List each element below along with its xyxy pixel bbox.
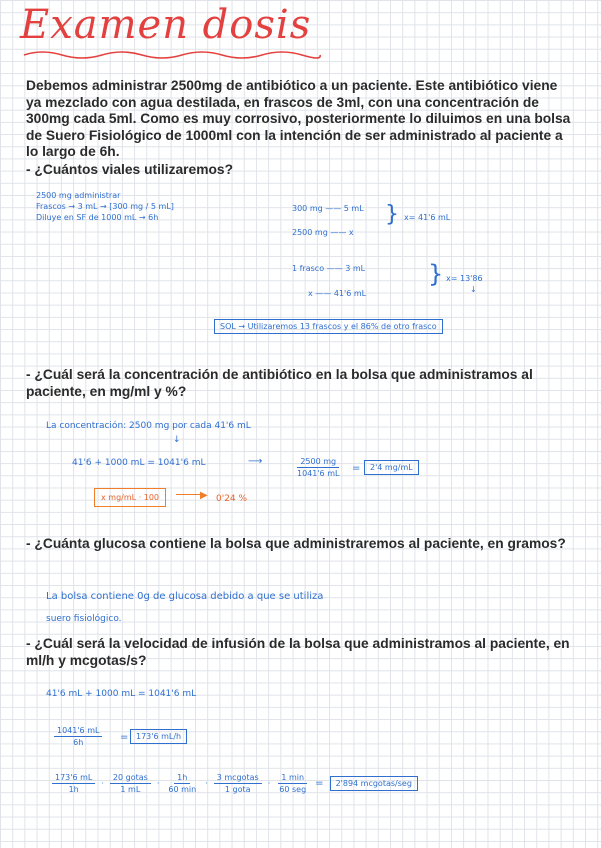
rate-fraction bbox=[54, 726, 102, 747]
drip-rate-conversion bbox=[52, 773, 418, 794]
rule1-line2: 2500 mg —— x bbox=[292, 228, 354, 237]
conversion-factor-1: $\frac{173'6 mL}{1h}$ bbox=[52, 773, 95, 794]
concentration-fraction bbox=[294, 457, 342, 478]
title-underline-wave bbox=[22, 48, 322, 62]
page-title: Examen dosis bbox=[20, 2, 312, 48]
concentration-result: 2'4 mg/mL bbox=[364, 460, 419, 475]
concentration-statement: La concentración: 2500 mg por cada 41'6 mL bbox=[46, 421, 251, 431]
brace-2: } bbox=[428, 260, 444, 288]
conversion-factor-3: $\frac{1h}{60 \min}$ bbox=[168, 773, 197, 794]
rate-denominator: 6h bbox=[73, 738, 84, 747]
given-dose: 2500 mg administrar bbox=[36, 191, 121, 200]
percent-result: 0'24 % bbox=[216, 494, 248, 504]
fraction-numerator: 2500 mg bbox=[297, 457, 339, 468]
percent-expression: x mg/mL · 100 bbox=[94, 488, 166, 507]
result-arrow: ↓ bbox=[470, 285, 477, 294]
rule2-result: x= 13'86 bbox=[446, 274, 483, 283]
rate-result-mlh: 173'6 mL/h bbox=[130, 729, 187, 744]
given-vial: Frascos → 3 mL → [300 mg / 5 mL] bbox=[36, 202, 174, 211]
conversion-factor-2: $\frac{\text{20 gotas}}{1 mL}$ bbox=[110, 773, 151, 794]
conversion-factor-5: $\frac{1 \min}{\text{60 seg}}$ bbox=[279, 773, 307, 794]
multiply-dot: · bbox=[205, 779, 208, 788]
down-arrow: ↓ bbox=[173, 435, 181, 445]
rule2-line1: 1 frasco —— 3 mL bbox=[292, 264, 366, 273]
equals-sign: = bbox=[352, 463, 361, 474]
rate-numerator: 1041'6 mL bbox=[54, 726, 102, 737]
rate-result-mcgotas: 2'894 mcgotas/seg bbox=[330, 776, 418, 791]
total-volume-sum: 41'6 mL + 1000 mL = 1041'6 mL bbox=[46, 689, 197, 699]
solution-box: SOL → Utilizaremos 13 frascos y el 86% de otro frasco bbox=[214, 319, 443, 334]
problem-statement: Debemos administrar 2500mg de antibiótico a un paciente. Este antibiótico viene ya mezclado con agua destilada, en frascos de 3ml, con una concentración de 300mg cada 5ml. Como es muy corrosivo, posteriormente lo diluimos en una bolsa de Suero Fisiológico de 1000ml con la intención de ser administrado al paciente a lo largo de 6h. bbox=[26, 78, 571, 160]
question-1: - ¿Cuántos viales utilizaremos? bbox=[26, 162, 234, 177]
question-3: - ¿Cuánta glucosa contiene la bolsa que administraremos al paciente, en gramos? bbox=[26, 536, 566, 551]
given-dilution: Diluye en SF de 1000 mL → 6h bbox=[36, 213, 159, 222]
question-4: - ¿Cuál será la velocidad de infusión de la bolsa que administramos al paciente, en ml/h y mcgotas/s? bbox=[26, 636, 570, 668]
rule1-line1: 300 mg —— 5 mL bbox=[292, 204, 364, 213]
multiply-dot: · bbox=[101, 779, 104, 788]
rule1-result: x= 41'6 mL bbox=[404, 213, 451, 222]
final-equals: = bbox=[315, 778, 324, 789]
glucose-answer-line2: suero fisiológico. bbox=[46, 614, 122, 624]
question-2: - ¿Cuál será la concentración de antibiótico en la bolsa que administramos al paciente, en mg/ml y %? bbox=[26, 367, 533, 399]
rule2-line2: x —— 41'6 mL bbox=[308, 289, 367, 298]
multiply-dot: · bbox=[156, 779, 160, 788]
right-arrow: ⟶ bbox=[248, 456, 263, 467]
rate-equals: = bbox=[120, 732, 129, 743]
fraction-denominator: 1041'6 mL bbox=[297, 469, 340, 478]
glucose-answer-line1: La bolsa contiene 0g de glucosa debido a que se utiliza bbox=[46, 591, 324, 602]
multiply-dot: · bbox=[267, 779, 271, 788]
conversion-factor-4: $\frac{\text{3 mcgotas}}{\text{1 gota}}$ bbox=[214, 773, 262, 794]
brace-1: } bbox=[385, 202, 399, 227]
orange-arrow-head: ▶ bbox=[200, 490, 208, 501]
volume-sum: 41'6 + 1000 mL = 1041'6 mL bbox=[72, 458, 206, 468]
